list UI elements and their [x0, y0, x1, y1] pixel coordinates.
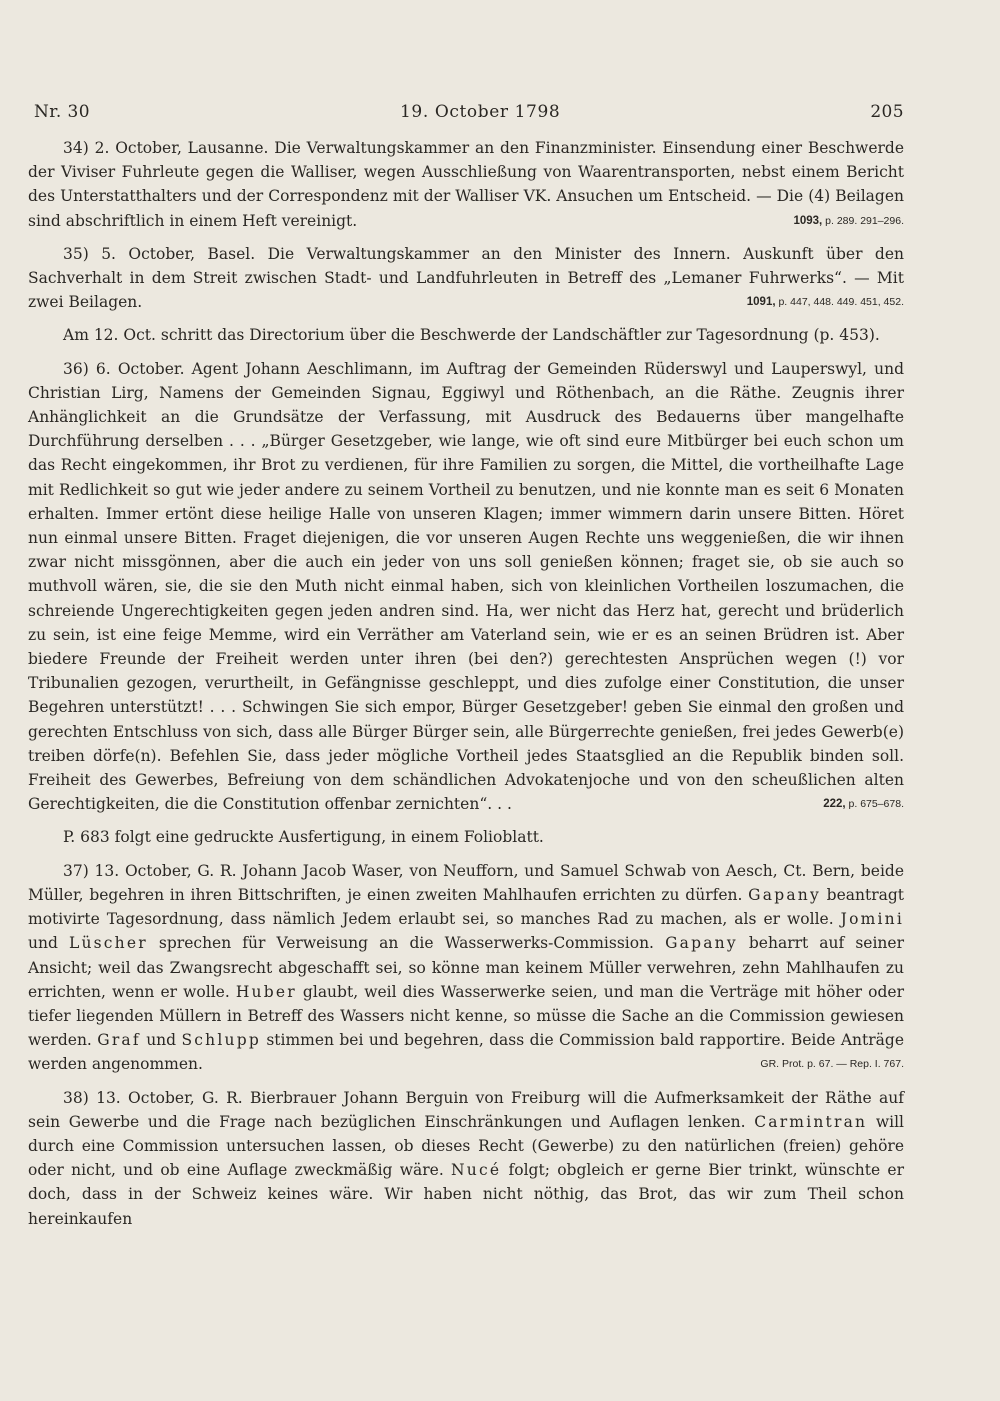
issue-number: Nr. 30: [34, 102, 90, 122]
entry-36-note: P. 683 folgt eine gedruckte Ausfertigung, in einem Folioblatt.: [63, 828, 544, 847]
entry-35: [28, 242, 904, 315]
speaker-name: Lüscher: [68, 934, 148, 953]
archive-reference: 222, p. 675–678.: [823, 798, 904, 811]
speaker-name: Nucé: [451, 1161, 502, 1180]
speaker-name: Gapany: [748, 885, 821, 904]
archive-reference: GR. Prot. p. 67. — Rep. I. 767.: [760, 1058, 904, 1071]
page-header: [34, 102, 904, 122]
page-number: 205: [870, 102, 904, 122]
speaker-name: Graf: [97, 1031, 141, 1050]
entry-text: 36) 6. October. Agent Johann Aeschlimann, im Auftrag der Gemeinden Rüderswyl und Lauperswyl, und Christian Lirg, Namens der Gemeinden Signau, Eggiwyl und Röthenbach, an die Räthe. Zeugnis ihrer Anhänglichkeit an die Grundsätze der Verfassung, mit Ausdruck des Bedauerns über mangelhafte Durchführung derselben . . . „Bürger Gesetzgeber, wie lange, wie oft sind eure Mitbürger bei euch schon um das Recht eingekommen, ihr Brot zu verdienen, für ihre Familien zu sorgen, die Mittel, die vortheilhafte Lage mit Redlichkeit so gut wie jeder andere zu seinem Vortheil zu benutzen, und nie konnte man es seit 6 Monaten erhalten. Immer ertönt diese heilige Halle von unseren Klagen; immer wimmern darin unsere Bitten. Höret nun einmal unsere Bitten. Fraget diejenigen, die vor unseren Augen Rechte uns weggenießen, die wir ihnen zwar nicht missgönnen, aber die auch ein jeder von uns soll genießen können; fraget sie, ob sie auch so muthvoll wären, sie, die sie den Muth nicht einmal haben, sich von kleinlichen Vortheilen loszumachen, die schreiende Ungerechtigkeiten gegen jeden andren sind. Ha, wer nicht das Herz hat, gerecht und brüderlich zu sein, ist eine feige Memme, wird ein Verräther am Vaterland sein, wie er es an seinen Brüdren ist. Aber biedere Freunde der Freiheit werden unter ihren (bei den?) gerechtesten Ansprüchen wegen (!) vor Tribunalien gezogen, verurtheilt, in Gefängnisse geschleppt, und dies zufolge einer Constitution, die unser Begehren unterstützt! . . . Schwingen Sie sich empor, Bürger Gesetzgeber! geben Sie einmal den großen und gerechten Entschluss von sich, dass alle Bürger Bürger sein, alle Bürgerrechte genießen, frei jedes Gewerb(e) treiben dörfe(n). Befehlen Sie, dass jeder mögliche Vortheil jedes Staatsglied an die Republik binden soll. Freiheit des Gewerbes, Befreiung von dem schändlichen Advokatenjoche und von den scheußlichen alten Gerechtigkeiten, die die Constitution offenbar zernichten“. . .: [28, 359, 904, 814]
archive-reference: 1091, p. 447, 448. 449. 451, 452.: [746, 296, 904, 309]
speaker-name: Gapany: [665, 934, 738, 953]
archive-reference: 1093, p. 289. 291–296.: [793, 214, 904, 227]
entry-37: 37) 13. October, G. R. Johann Jacob Waser, von Neufforn, und Samuel Schwab von Aesch, Ct. Bern, beide Müller, begehren in ihren Bittschriften, je einen zweiten Mahlhaufen errichten zu dürfen. Gapany beantragt motivirte Tagesordnung, dass nämlich Jedem erlaubt sei, so manches Rad zu machen, als er wolle. Jomini und Lüscher sprechen für Verweisung an die Wasserwerks-Commission. Gapany beharrt auf seiner Ansicht; weil das Zwangsrecht abgeschafft sei, so könne man keinem Müller verwehren, zehn Mahlhaufen zu errichten, wenn er wolle. Huber glaubt, weil dies Wasserwerke seien, und man die Verträge mit höher oder tiefer liegenden Müllern in Betreff des Wassers nicht kenne, so müsse die Sache an die Commission gewiesen werden. Graf und Schlupp stimmen bei und begehren, dass die Commission bald rapportire. Beide Anträge werden angenommen. GR. Prot. p. 67. — Rep. I. 767.: [28, 859, 904, 1077]
entry-36: [28, 357, 904, 817]
entry-38: 38) 13. October, G. R. Bierbrauer Johann Berguin von Freiburg will die Aufmerksamkeit der Räthe auf sein Gewerbe und die Frage nach bezüglichen Einschränkungen und Auflagen lenken. Carmintran will durch eine Commission untersuchen lassen, ob dieses Recht (Gewerbe) zu den natürlichen (freien) gehöre oder nicht, und ob eine Auflage zweckmäßig wäre. Nucé folgt; obgleich er gerne Bier trinkt, wünschte er doch, dass in der Schweiz keines wäre. Wir haben nicht nöthig, das Brot, das wir zum Theil schon hereinkaufen: [28, 1088, 904, 1228]
header-date: 19. October 1798: [400, 102, 561, 122]
speaker-name: Huber: [235, 982, 297, 1001]
entry-34: [28, 136, 904, 233]
speaker-name: Schlupp: [181, 1031, 261, 1050]
speaker-name: Jomini: [840, 910, 904, 929]
entry-text: 34) 2. October, Lausanne. Die Verwaltungskammer an den Finanzminister. Einsendung einer Beschwerde der Viviser Fuhrleute gegen die Walliser, wegen Ausschließung von Waarentransporten, nebst einem Bericht des Unterstatthalters und der Correspondenz mit der Walliser VK. Ansuchen um Entscheid. — Die (4) Beilagen sind abschriftlich in einem Heft vereinigt.: [28, 139, 904, 230]
entry-35-note: Am 12. Oct. schritt das Directorium über die Beschwerde der Landschäftler zur Tagesordnung (p. 453).: [63, 326, 880, 345]
speaker-name: Carmintran: [754, 1112, 868, 1131]
entry-text: 35) 5. October, Basel. Die Verwaltungskammer an den Minister des Innern. Auskunft über den Sachverhalt in dem Streit zwischen Stadt- und Landfuhrleuten in Betreff des „Lemaner Fuhrwerks“. — Mit zwei Beilagen.: [28, 244, 904, 312]
